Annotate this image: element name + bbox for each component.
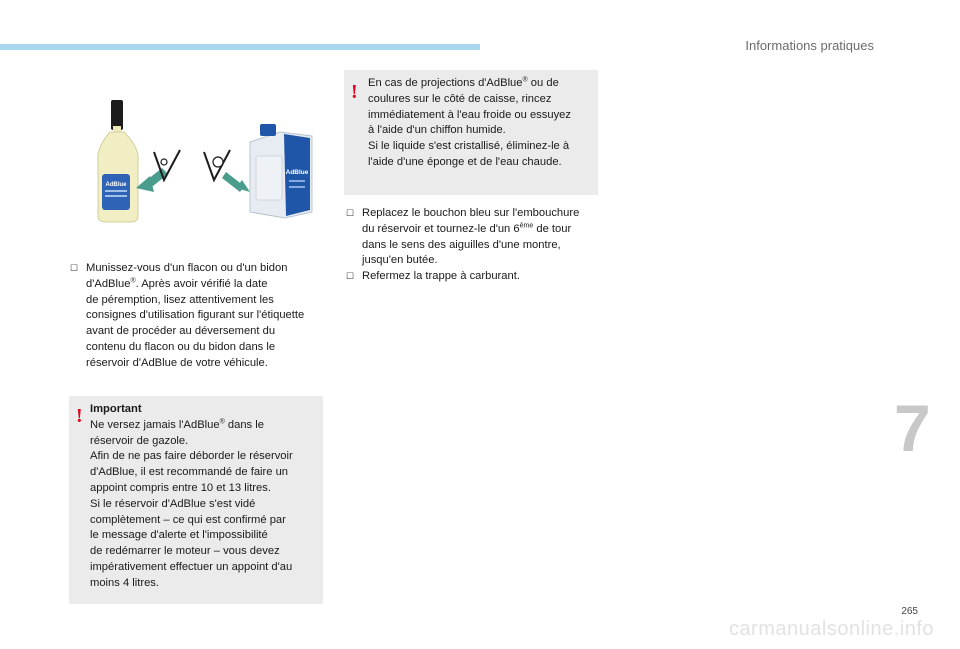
adblue-canister bbox=[250, 124, 312, 218]
adblue-bottle bbox=[98, 100, 138, 222]
warning-icon: ! bbox=[76, 405, 83, 427]
section-title: Informations pratiques bbox=[745, 38, 874, 53]
important-box: ! Important Ne versez jamais l'AdBlue® dans le réservoir de gazole. Afin de ne pas faire déborder le réservoir d'AdBlue, il est recommandé de faire un appoint compris entre 10 et 13 litres. Si le réservoir d'AdBlue s'est vidé complètement – ce qui est confirmé par le message d'alerte et l'impossibilité de redémarrer le moteur – vous devez impérativement effectuer un appoint d'au moins 4 litres. bbox=[69, 396, 323, 604]
header-accent-bar bbox=[0, 44, 480, 50]
adblue-containers-illustration bbox=[80, 92, 330, 237]
warning-icon: ! bbox=[351, 81, 358, 103]
important-title: Important bbox=[90, 403, 142, 415]
splash-warning-box: ! En cas de projections d'AdBlue® ou de coulures sur le côté de caisse, rincez immédiatement à l'eau froide ou essuyez à l'aide d'un chiffon humide. Si le liquide s'est cristallisé, éliminez-le à l'aide d'une éponge et de l'eau chaude. bbox=[344, 70, 598, 195]
step-replace-cap: ☐ Replacez le bouchon bleu sur l'embouchure du réservoir et tournez-le d'un 6ème de tour dans le sens des aiguilles d'une montre, jusqu'en butée. ☐ Refermez la trappe à carburant. bbox=[346, 206, 608, 285]
watermark: carmanualsonline.info bbox=[728, 618, 934, 640]
chapter-number: 7 bbox=[894, 391, 931, 465]
bullet-check-icon: ☐ bbox=[346, 271, 355, 282]
canister-label: AdBlue bbox=[285, 169, 309, 176]
step-close-flap: ☐ Refermez la trappe à carburant. bbox=[346, 269, 608, 285]
bullet-check-icon: ☐ bbox=[70, 263, 79, 273]
bottle-label: AdBlue bbox=[105, 182, 127, 188]
arrow-right-icon bbox=[222, 172, 250, 192]
page-number: 265 bbox=[901, 606, 918, 617]
step-get-adblue: ☐ Munissez-vous d'un flacon ou d'un bidon d'AdBlue®. Après avoir vérifié la date de péremption, lisez attentivement les consignes d'utilisation figurant sur l'étiquette avant de procéder au déversement du contenu du flacon ou du bidon dans le réservoir d'AdBlue de votre véhicule. bbox=[70, 261, 332, 372]
bullet-check-icon: ☐ bbox=[346, 208, 355, 218]
